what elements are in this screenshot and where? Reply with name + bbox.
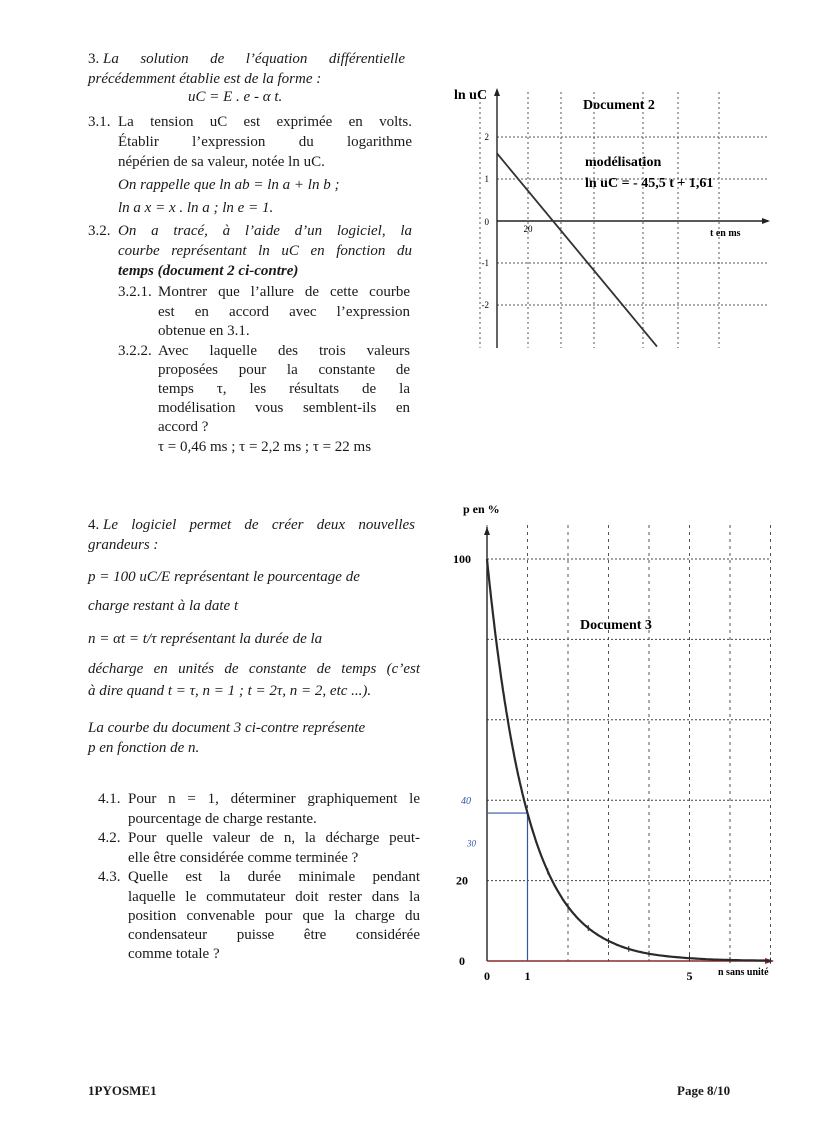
section3-intro-line1: 3. La solution de l’équation différentielle: [88, 51, 405, 67]
curve-statement-line2: p en fonction de n.: [88, 740, 200, 756]
doc2-ytick-4: -2: [481, 300, 489, 310]
n-definition-line2: décharge en unités de constante de temps (c’est: [88, 661, 420, 677]
doc3-xlabel: n sans unité: [718, 967, 769, 978]
q42-line2: elle être considérée comme terminée ?: [128, 850, 359, 866]
doc2-xtick-0: 20: [523, 224, 533, 234]
section4-intro-line1: 4. Le logiciel permet de créer deux nouvelles: [88, 517, 415, 533]
q31-line3: népérien de sa valeur, notée ln uC.: [118, 154, 325, 170]
footer-page: Page 8/10: [677, 1083, 731, 1098]
q321-number: 3.2.1.: [118, 284, 152, 300]
q42-number: 4.2.: [98, 830, 121, 846]
curve-statement-line1: La courbe du document 3 ci-contre représente: [88, 720, 366, 736]
doc2-ytick-1: 1: [484, 174, 489, 184]
q322-line5: accord ?: [158, 419, 209, 435]
q32-line2: courbe représentant ln uC en fonction du: [118, 243, 412, 259]
q31-line1: La tension uC est exprimée en volts.: [118, 114, 412, 130]
q42-line1: Pour quelle valeur de n, la décharge peut-: [128, 830, 420, 846]
q31-hint2: ln a x = x . ln a ; ln e = 1.: [118, 200, 274, 216]
doc3-ylabel: p en %: [463, 502, 500, 516]
q41-line1: Pour n = 1, déterminer graphiquement le: [128, 791, 420, 807]
n-definition-line3: à dire quand t = τ, n = 1 ; t = 2τ, n = 2, etc ...).: [88, 683, 372, 699]
doc3-xtick-2: 5: [686, 969, 693, 983]
doc2-ytick-3: -1: [481, 258, 489, 268]
q31-hint1: On rappelle que ln ab = ln a + ln b ;: [118, 177, 340, 193]
section4-intro-line2: grandeurs :: [88, 537, 159, 553]
document3-chart: [445, 495, 795, 990]
doc2-title: Document 2: [583, 98, 655, 113]
section3-number: 3.: [88, 51, 100, 67]
q31-number: 3.1.: [88, 114, 111, 130]
q41-number: 4.1.: [98, 791, 121, 807]
footer-code: 1PYOSME1: [88, 1083, 157, 1098]
doc2-ylabel: ln uC: [454, 88, 488, 103]
q32-line1: On a tracé, à l’aide d’un logiciel, la: [118, 223, 412, 239]
document2-plot: [454, 88, 770, 348]
document2-chart: [450, 80, 780, 355]
doc3-y-arrow: [484, 527, 490, 535]
q322-line1: Avec laquelle des trois valeurs: [158, 343, 410, 359]
q32-line3: temps (document 2 ci-contre): [118, 263, 299, 279]
doc3-xtick-1: 1: [524, 969, 531, 983]
doc3-ytick-1: 20: [456, 873, 468, 888]
doc2-ytick-2: 0: [484, 217, 489, 227]
doc2-ytick-0: 2: [484, 132, 489, 142]
q43-line3: position convenable pour que la charge du: [128, 908, 420, 924]
q322-values: τ = 0,46 ms ; τ = 2,2 ms ; τ = 22 ms: [158, 439, 372, 455]
doc3-ytick-0: 100: [453, 552, 471, 566]
doc2-annotation-formula: ln uC = - 45,5 t + 1,61: [585, 176, 714, 191]
q322-number: 3.2.2.: [118, 343, 152, 359]
document3-plot: [453, 502, 774, 983]
doc2-annotation-title: modélisation: [585, 155, 662, 170]
q41-line2: pourcentage de charge restante.: [128, 811, 317, 827]
q321-line3: obtenue en 3.1.: [158, 323, 250, 339]
doc2-x-arrow: [762, 218, 770, 224]
section4-number: 4.: [88, 517, 100, 533]
p-definition: p = 100 uC/E représentant le pourcentage de: [88, 569, 360, 585]
q322-line3: temps τ, les résultats de la: [158, 381, 410, 397]
doc2-y-arrow: [494, 88, 500, 96]
q322-line2: proposées pour la constante de: [158, 362, 410, 378]
q43-line1: Quelle est la durée minimale pendant: [128, 869, 420, 885]
p-definition-line2: charge restant à la date t: [88, 598, 239, 614]
doc3-ytick-2: 0: [459, 954, 465, 968]
doc3-handwritten-mark-1: 30: [467, 838, 476, 849]
doc2-xlabel: t en ms: [710, 228, 741, 239]
q322-line4: modélisation vous semblent-ils en: [158, 400, 410, 416]
doc3-title: Document 3: [580, 618, 652, 633]
q321-line2: est en accord avec l’expression: [158, 304, 410, 320]
section3-formula: uC = E . e - α t.: [188, 89, 283, 105]
n-definition: n = αt = t/τ représentant la durée de la: [88, 631, 323, 647]
section3-intro-line2: précédemment établie est de la forme :: [88, 71, 322, 87]
q31-line2: Établir l’expression du logarithme: [118, 134, 412, 150]
q43-number: 4.3.: [98, 869, 121, 885]
q43-line5: comme totale ?: [128, 946, 220, 962]
doc3-xtick-0: 0: [484, 969, 490, 983]
q32-number: 3.2.: [88, 223, 111, 239]
q43-line4: condensateur puisse être considérée: [128, 927, 420, 943]
doc3-handwritten-mark-0: 40: [461, 796, 471, 808]
q321-line1: Montrer que l’allure de cette courbe: [158, 284, 410, 300]
q43-line2: laquelle le commutateur doit rester dans la: [128, 889, 420, 905]
